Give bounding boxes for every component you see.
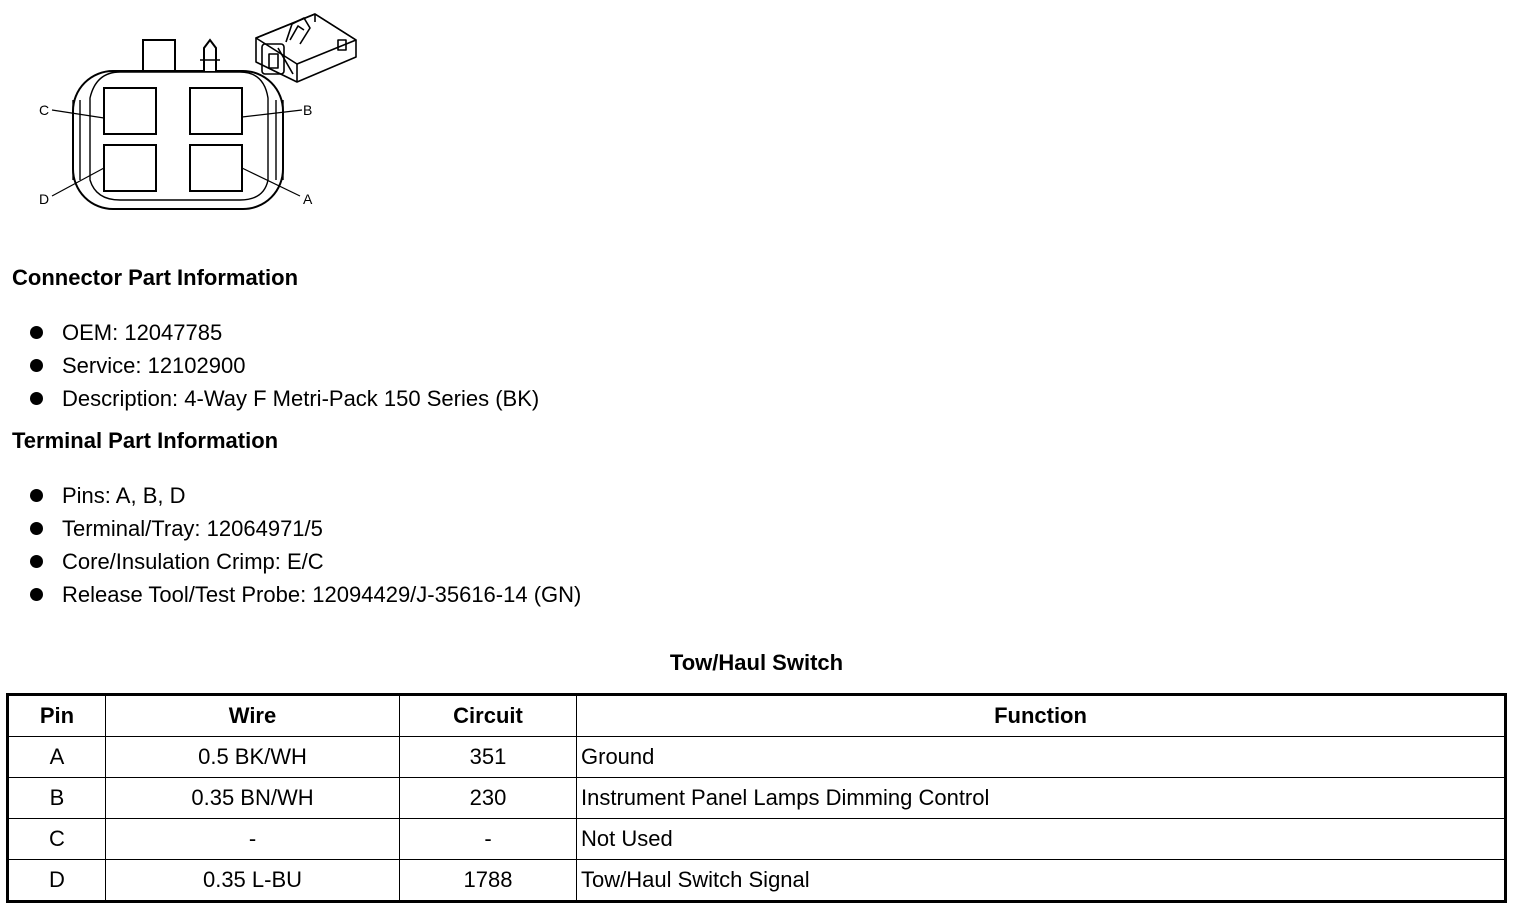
leader-line-b <box>242 110 302 117</box>
list-item <box>0 382 539 415</box>
bullet-icon <box>30 359 43 372</box>
cell-circuit: - <box>400 819 577 860</box>
cell-function: Not Used <box>577 819 1506 860</box>
cavity-a <box>190 145 242 191</box>
terminal-release-tool: Release Tool/Test Probe: 12094429/J-35616-14 (GN) <box>62 582 582 607</box>
header-wire: Wire <box>106 695 400 737</box>
pin-label-a: A <box>303 191 313 207</box>
bullet-icon <box>30 588 43 601</box>
list-item <box>0 545 581 578</box>
leader-line-a <box>242 168 300 196</box>
connector-part-heading: Connector Part Information <box>12 265 299 290</box>
terminal-crimp: Core/Insulation Crimp: E/C <box>62 549 324 574</box>
connector-service: Service: 12102900 <box>62 353 246 378</box>
connector-description: Description: 4-Way F Metri-Pack 150 Series (BK) <box>62 386 540 411</box>
cavity-c <box>104 88 156 134</box>
list-item <box>0 349 539 382</box>
cell-circuit: 230 <box>400 778 577 819</box>
list-item <box>0 578 581 611</box>
cell-pin: C <box>8 819 106 860</box>
table-row <box>8 778 1506 819</box>
pin-label-d: D <box>39 191 50 207</box>
pin-label-c: C <box>39 102 50 118</box>
bullet-icon <box>30 489 43 502</box>
cell-wire: 0.5 BK/WH <box>106 737 400 778</box>
connector-diagram <box>0 0 380 220</box>
cell-wire: 0.35 L-BU <box>106 860 400 902</box>
bullet-icon <box>30 522 43 535</box>
cell-pin: D <box>8 860 106 902</box>
pin-table <box>6 693 1507 903</box>
header-pin: Pin <box>8 695 106 737</box>
list-item <box>0 512 581 545</box>
terminal-part-heading: Terminal Part Information <box>12 428 279 453</box>
cavity-b <box>190 88 242 134</box>
bullet-icon <box>30 392 43 405</box>
connector-part-list <box>0 316 539 415</box>
pin-label-b: B <box>303 102 313 118</box>
cell-function: Ground <box>577 737 1506 778</box>
cell-pin: A <box>8 737 106 778</box>
terminal-tray: Terminal/Tray: 12064971/5 <box>62 516 323 541</box>
cell-wire: - <box>106 819 400 860</box>
list-item <box>0 479 581 512</box>
connector-oem: OEM: 12047785 <box>62 320 223 345</box>
table-header-row <box>8 695 1506 737</box>
terminal-part-list <box>0 479 581 611</box>
connector-thumbnail <box>256 14 356 82</box>
cell-pin: B <box>8 778 106 819</box>
list-item <box>0 316 539 349</box>
table-row <box>8 819 1506 860</box>
cell-function: Instrument Panel Lamps Dimming Control <box>577 778 1506 819</box>
terminal-pins: Pins: A, B, D <box>62 483 186 508</box>
cavity-d <box>104 145 156 191</box>
cell-circuit: 351 <box>400 737 577 778</box>
leader-line-c <box>52 110 104 118</box>
table-title: Tow/Haul Switch <box>669 650 844 675</box>
header-function: Function <box>577 695 1506 737</box>
bullet-icon <box>30 555 43 568</box>
table-row <box>8 737 1506 778</box>
header-circuit: Circuit <box>400 695 577 737</box>
table-row <box>8 860 1506 902</box>
bullet-icon <box>30 326 43 339</box>
cell-wire: 0.35 BN/WH <box>106 778 400 819</box>
cell-circuit: 1788 <box>400 860 577 902</box>
cell-function: Tow/Haul Switch Signal <box>577 860 1506 902</box>
